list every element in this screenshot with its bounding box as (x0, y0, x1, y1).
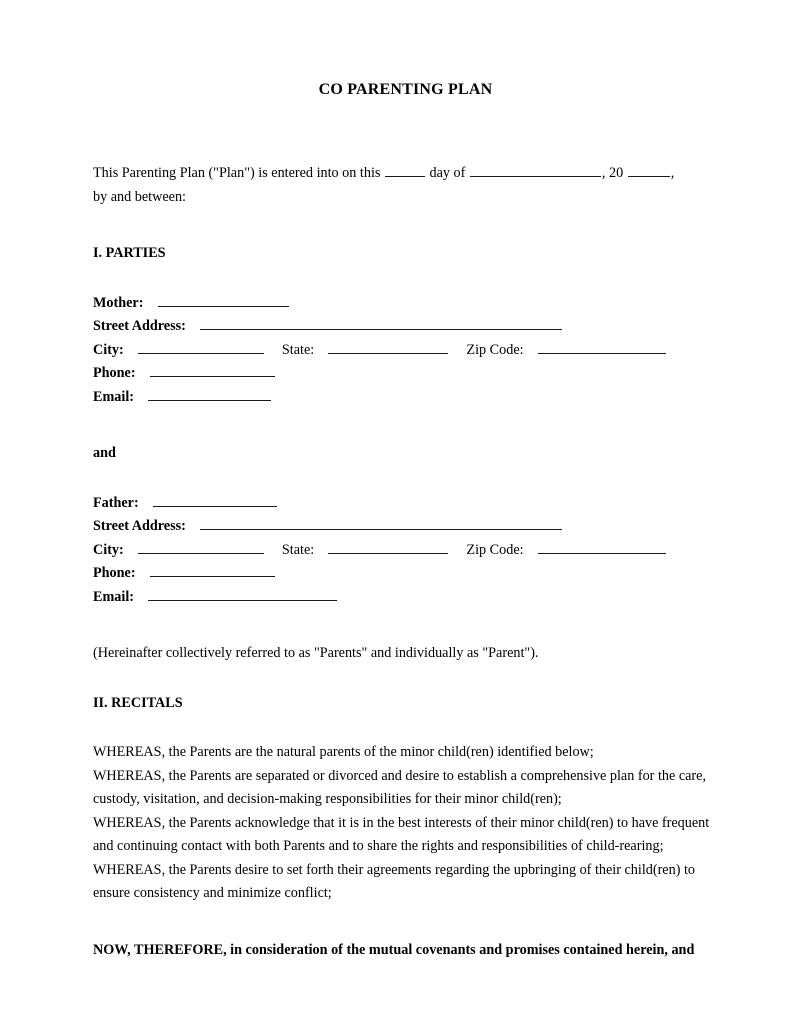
father-city-label: City: (93, 541, 124, 558)
mother-city-blank[interactable] (138, 342, 264, 353)
mother-state-blank[interactable] (328, 342, 448, 353)
father-street-blank[interactable] (200, 519, 562, 530)
intro-paragraph (93, 100, 718, 209)
mother-phone-blank[interactable] (150, 366, 275, 377)
spacer (93, 409, 718, 442)
father-email-row (93, 586, 718, 610)
spacer (93, 666, 718, 692)
section-heading-parties: I. PARTIES (93, 245, 166, 261)
recital-item: WHEREAS, the Parents desire to set forth their agreements regarding the upbringing of their child(ren) to ensure consistency and minimize conflict; (93, 861, 696, 901)
mother-street-blank[interactable] (200, 319, 562, 330)
intro-day-of-text: day of (429, 165, 466, 181)
father-email-blank[interactable] (148, 589, 337, 600)
father-phone-row (93, 562, 718, 586)
spacer (93, 906, 718, 939)
recital-item: WHEREAS, the Parents acknowledge that it is in the best interests of their minor child(ren) to have frequent and continuing contact with both Parents and to share the rights and responsibilities of child-rearing; (93, 814, 710, 854)
date-year-blank[interactable] (628, 166, 670, 177)
mother-street-row (93, 315, 718, 339)
spacer (93, 609, 718, 642)
section-heading-recitals: II. RECITALS (93, 694, 183, 711)
recital-item: WHEREAS, the Parents are separated or divorced and desire to establish a comprehensive plan for the care, custody, visitation, and decision-making responsibilities for their minor child(ren); (93, 767, 706, 807)
mother-name-row (93, 292, 718, 316)
intro-trailing-comma: , (670, 165, 675, 181)
father-email-label: Email: (93, 588, 134, 605)
recital-item: WHEREAS, the Parents are the natural parents of the minor child(ren) identified below; (93, 744, 594, 760)
father-street-row (93, 515, 718, 539)
intro-lead-text: This Parenting Plan ("Plan") is entered into on this (93, 165, 381, 181)
mother-zip-blank[interactable] (538, 342, 666, 353)
father-name-row (93, 492, 718, 516)
father-name-label: Father: (93, 494, 139, 511)
mother-street-label: Street Address: (93, 318, 186, 334)
mother-city-label: City: (93, 341, 124, 358)
intro-year-prefix: , 20 (601, 165, 624, 181)
father-street-label: Street Address: (93, 518, 186, 534)
date-month-blank[interactable] (470, 166, 601, 177)
mother-name-blank[interactable] (158, 295, 289, 306)
father-zip-label: Zip Code: (466, 541, 524, 558)
now-therefore-paragraph: NOW, THEREFORE, in consideration of the mutual covenants and promises contained herein, and (93, 941, 695, 958)
mother-city-state-zip-row (93, 339, 718, 363)
father-zip-blank[interactable] (538, 542, 666, 553)
party-block-father (93, 492, 718, 610)
father-phone-label: Phone: (93, 565, 136, 581)
spacer (93, 466, 718, 492)
hereinafter-paragraph: (Hereinafter collectively referred to as "Parents" and individually as "Parent"). (93, 645, 539, 661)
parties-conjunction: and (93, 445, 116, 461)
mother-email-blank[interactable] (148, 389, 271, 400)
party-block-mother (93, 292, 718, 410)
mother-state-label: State: (281, 341, 315, 358)
page-title: CO PARENTING PLAN (318, 81, 493, 98)
mother-email-row (93, 386, 718, 410)
father-city-blank[interactable] (138, 542, 264, 553)
father-state-label: State: (281, 541, 315, 558)
spacer (93, 209, 718, 242)
father-phone-blank[interactable] (150, 566, 275, 577)
mother-name-label: Mother: (93, 294, 144, 311)
father-state-blank[interactable] (328, 542, 448, 553)
mother-email-label: Email: (93, 388, 134, 405)
spacer (93, 715, 718, 741)
mother-zip-label: Zip Code: (466, 341, 524, 358)
mother-phone-row (93, 362, 718, 386)
date-day-blank[interactable] (385, 166, 425, 177)
intro-second-line: by and between: (93, 188, 186, 205)
father-name-blank[interactable] (153, 495, 277, 506)
mother-phone-label: Phone: (93, 365, 136, 381)
father-city-state-zip-row (93, 539, 718, 563)
spacer (93, 266, 718, 292)
document-body (93, 0, 718, 962)
